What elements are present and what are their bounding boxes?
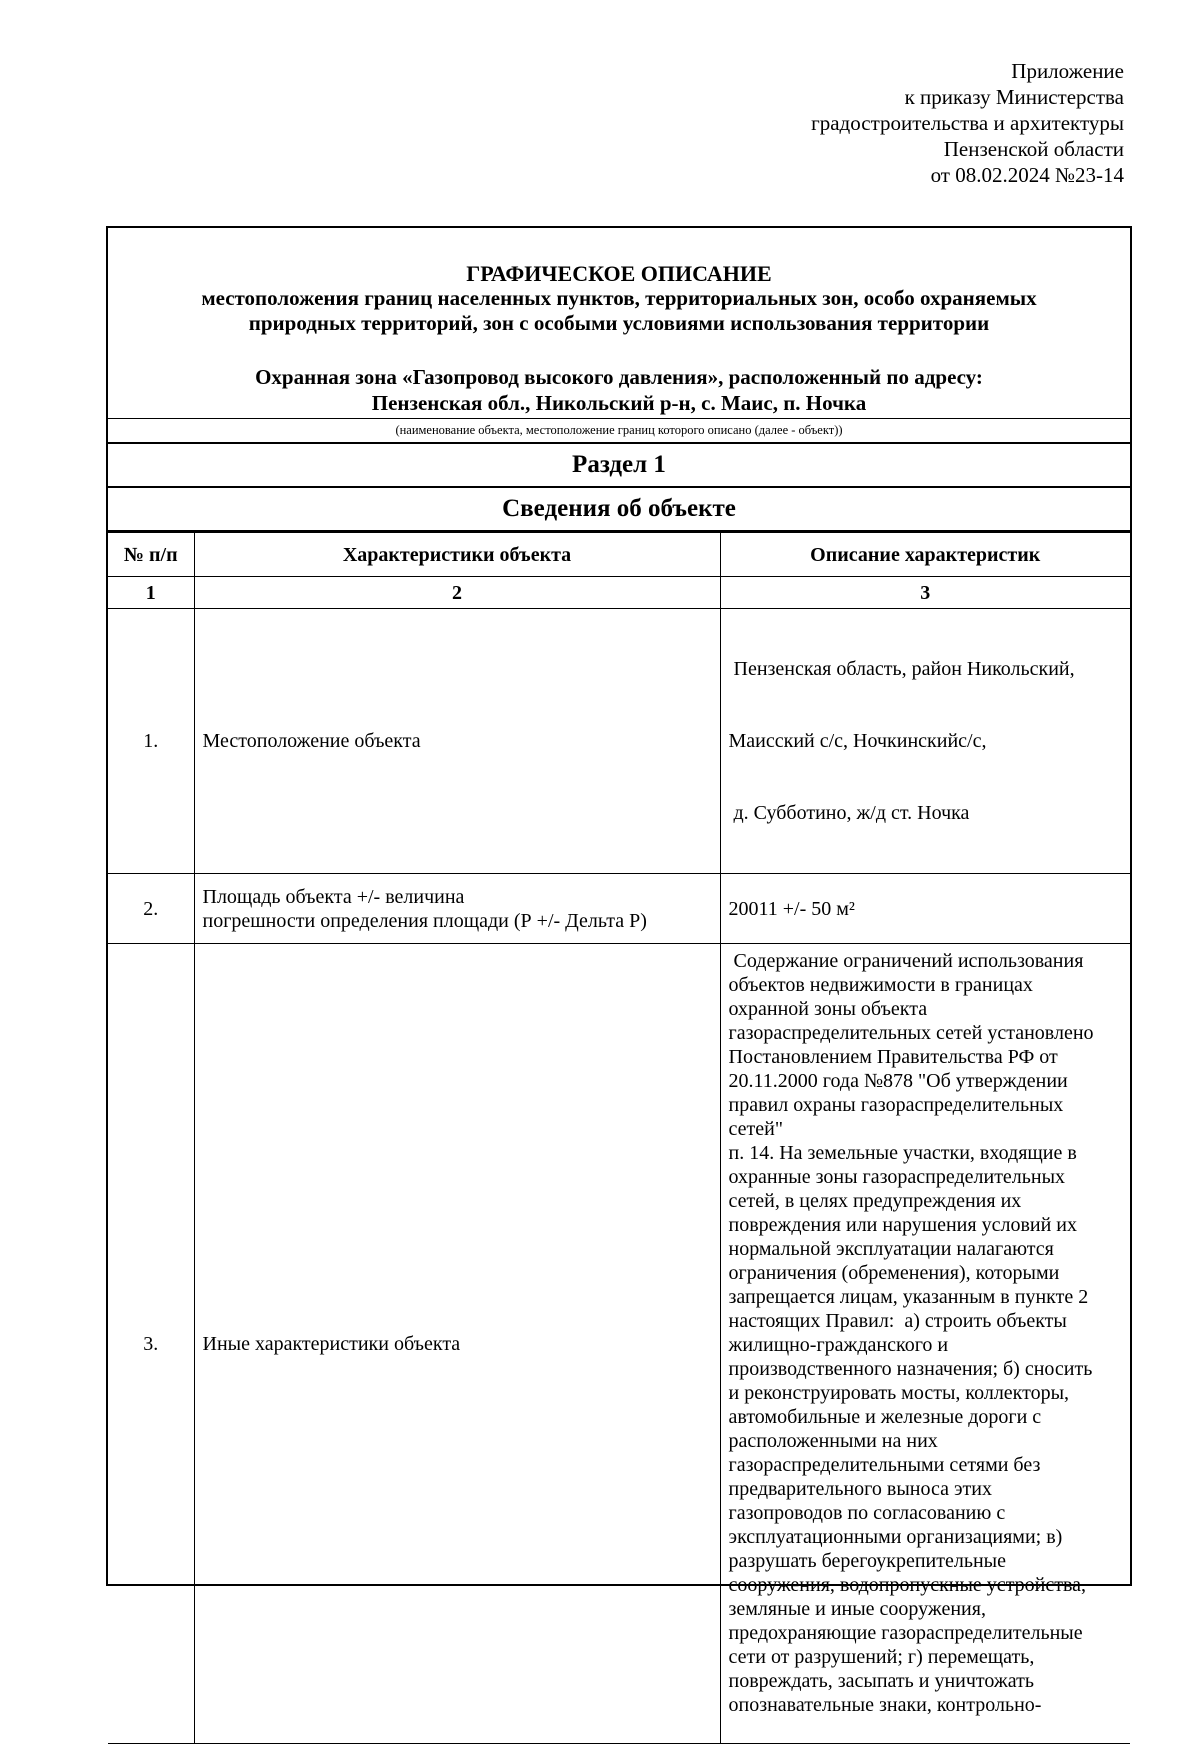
- characteristic-line: Площадь объекта +/- величина: [202, 885, 465, 908]
- appendix-block: [811, 58, 1124, 188]
- object-name-area: [108, 228, 1130, 419]
- document-subtitle-line: местоположения границ населенных пунктов, территориальных зон, особо охраняемых: [201, 286, 1037, 310]
- object-info-table: [108, 532, 1130, 1744]
- row-description: 20011 +/- 50 м²: [720, 874, 1130, 944]
- row-number: 1.: [108, 609, 194, 874]
- description-line: жилищно-гражданского и: [728, 1334, 949, 1356]
- description-line: газораспределительных сетей установлено: [728, 1022, 1094, 1044]
- description-line: предварительного выноса этих: [728, 1478, 992, 1500]
- description-line: производственного назначения; б) сносить: [728, 1358, 1093, 1380]
- table-row: [108, 874, 1130, 944]
- description-line: сети от разрушений; г) перемещать,: [728, 1646, 1035, 1668]
- description-line: правил охраны газораспределительных: [728, 1094, 1064, 1116]
- appendix-order-date: от 08.02.2024 №23-14: [930, 163, 1124, 187]
- object-caption: (наименование объекта, местоположение границ которого описано (далее - объект)): [395, 423, 843, 437]
- appendix-line: к приказу Министерства: [904, 85, 1124, 109]
- appendix-line: градостроительства и архитектуры: [811, 111, 1124, 135]
- row-characteristic: [194, 874, 720, 944]
- object-name: [108, 364, 1130, 416]
- description-line: охранные зоны газораспределительных: [728, 1166, 1066, 1188]
- appendix-line: Приложение: [1011, 59, 1124, 83]
- description-line: д. Субботино, ж/д ст. Ночка: [728, 802, 970, 824]
- description-line: земляные и иные сооружения,: [728, 1598, 986, 1620]
- description-line: газопроводов по согласованию с: [728, 1502, 1006, 1524]
- description-line: эксплуатационными организациями; в): [728, 1526, 1063, 1548]
- description-line: автомобильные и железные дороги с: [728, 1406, 1042, 1428]
- description-line: 20.11.2000 года №878 "Об утверждении: [728, 1070, 1068, 1092]
- description-line: опознавательные знаки, контрольно-: [728, 1694, 1042, 1716]
- column-number: 2: [194, 577, 720, 609]
- table-row: [108, 944, 1130, 1744]
- description-line: Пензенская область, район Никольский,: [728, 658, 1075, 680]
- characteristic-line: погрешности определения площади (Р +/- Дельта Р): [202, 909, 647, 932]
- document-subtitle-line: природных территорий, зон с особыми условиями использования территории: [248, 311, 990, 335]
- description-line: предохраняющие газораспределительные: [728, 1622, 1083, 1644]
- description-line: Содержание ограничений использования: [728, 950, 1084, 972]
- description-line: охранной зоны объекта: [728, 998, 928, 1020]
- column-number: 1: [108, 577, 194, 609]
- object-name-line: Пензенская обл., Никольский р-н, с. Маис, п. Ночка: [371, 391, 867, 415]
- description-line: объектов недвижимости в границах: [728, 974, 1033, 996]
- description-frame: [106, 226, 1132, 1716]
- description-line: расположенными на них: [728, 1430, 938, 1452]
- row-number: 3.: [108, 944, 194, 1744]
- section-subtitle: Сведения об объекте: [108, 488, 1130, 532]
- description-line: запрещается лицам, указанным в пункте 2: [728, 1286, 1089, 1308]
- description-line: газораспределительными сетями без: [728, 1454, 1041, 1476]
- row-description: [720, 609, 1130, 874]
- table-header-row: [108, 533, 1130, 577]
- header-cell-description: Описание характеристик: [720, 533, 1130, 577]
- description-line: сооружения, водопропускные устройства,: [728, 1574, 1087, 1596]
- description-line: сетей, в целях предупреждения их: [728, 1190, 1022, 1212]
- description-line: п. 14. На земельные участки, входящие в: [728, 1142, 1077, 1164]
- description-line: Постановлением Правительства РФ от: [728, 1046, 1058, 1068]
- description-line: ограничения (обременения), которыми: [728, 1262, 1060, 1284]
- appendix-line: Пензенской области: [943, 137, 1124, 161]
- description-line: разрушать берегоукрепительные: [728, 1550, 1006, 1572]
- section-title: Раздел 1: [108, 444, 1130, 488]
- row-description-long: [720, 944, 1130, 1744]
- description-line: повреждать, засыпать и уничтожать: [728, 1670, 1034, 1692]
- document-title: ГРАФИЧЕСКОЕ ОПИСАНИЕ: [466, 261, 772, 286]
- header-cell-number: № п/п: [108, 533, 194, 577]
- description-line: и реконструировать мосты, коллекторы,: [728, 1382, 1070, 1404]
- column-number-row: [108, 577, 1130, 609]
- header-block: [108, 228, 1130, 444]
- row-characteristic: Местоположение объекта: [194, 609, 720, 874]
- description-line: нормальной эксплуатации налагаются: [728, 1238, 1054, 1260]
- description-line: сетей": [728, 1118, 783, 1140]
- header-cell-characteristic: Характеристики объекта: [194, 533, 720, 577]
- column-number: 3: [720, 577, 1130, 609]
- row-characteristic: Иные характеристики объекта: [194, 944, 720, 1744]
- description-line: настоящих Правил: а) строить объекты: [728, 1310, 1067, 1332]
- row-number: 2.: [108, 874, 194, 944]
- object-name-line: Охранная зона «Газопровод высокого давления», расположенный по адресу:: [255, 365, 983, 389]
- table-row: [108, 609, 1130, 874]
- description-line: Маисский с/с, Ночкинскийс/с,: [728, 730, 987, 752]
- description-line: повреждения или нарушения условий их: [728, 1214, 1077, 1236]
